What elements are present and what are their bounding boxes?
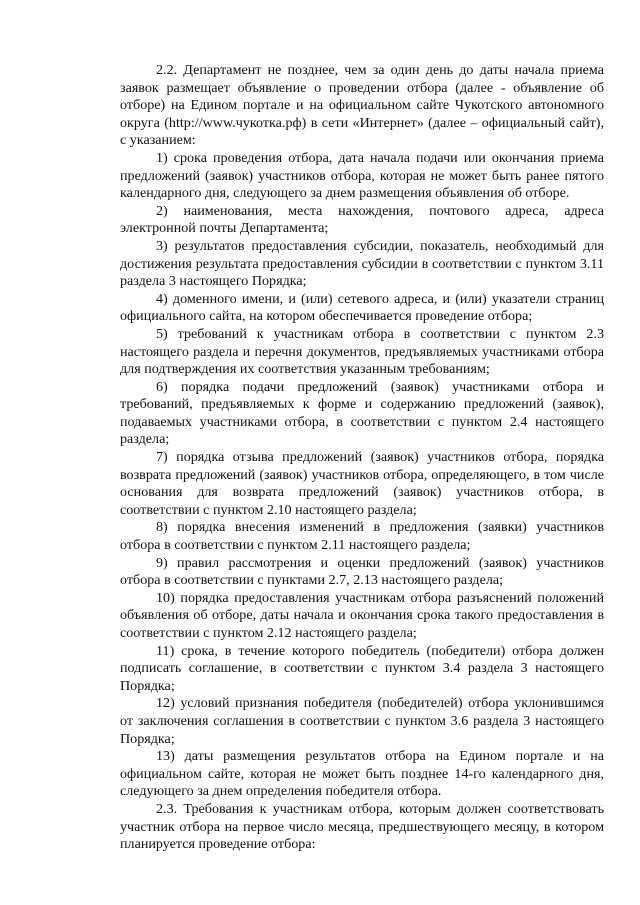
list-item-5: 5) требований к участникам отбора в соответствии с пунктом 2.3 настоящего раздела и перечня документов, предъявляемых участниками отбора для подтверждения их соответствия указанным требованиям; [120,325,604,378]
list-item-2: 2) наименования, места нахождения, почтового адреса, адреса электронной почты Департамента; [120,202,604,237]
list-item-12: 12) условий признания победителя (победителей) отбора уклонившимся от заключения соглашения в соответствии с пунктом 3.6 раздела 3 настоящего Порядка; [120,695,604,747]
list-item-1: 1) срока проведения отбора, дата начала подачи или окончания приема предложений (заявок) участников отбора, которая не может быть ранее пятого календарного дня, следующего за днем размещения объявления об отборе. [120,149,604,202]
paragraph-2-3: 2.3. Требования к участникам отбора, которым должен соответствовать участник отбора на первое число месяца, предшествующего месяцу, в котором планируется проведение отбора: [120,800,604,853]
list-item-4: 4) доменного имени, и (или) сетевого адреса, и (или) указатели страниц официального сайта, на котором обеспечивается проведение отбора; [120,290,604,325]
list-item-10: 10) порядка предоставления участникам отбора разъяснений положений объявления об отборе, даты начала и окончания срока такого предоставления в соответствии с пунктом 2.12 настоящего раздела; [120,589,604,641]
list-item-6: 6) порядка подачи предложений (заявок) участниками отбора и требований, предъявляемых к форме и содержанию предложений (заявок), подаваемых участниками отбора, в соответствии с пунктом 2.4 настоящего раздела; [120,378,604,448]
document-body [120,62,604,854]
list-item-11: 11) срока, в течение которого победитель (победители) отбора должен подписать соглашение, в соответствии с пунктом 3.4 раздела 3 настоящего Порядка; [120,642,604,694]
list-item-8: 8) порядка внесения изменений в предложения (заявки) участников отбора в соответствии с пунктом 2.11 настоящего раздела; [120,519,604,554]
paragraph-2-2: 2.2. Департамент не позднее, чем за один день до даты начала приема заявок размещает объявление о проведении отбора (далее - объявление об отборе) на Едином портале и на официальном сайте Чукотского автономного округа (http://www.чукотка.рф) в сети «Интернет» (далее – официальный сайт), с указанием: [120,62,604,149]
list-item-7: 7) порядка отзыва предложений (заявок) участников отбора, порядка возврата предложений (заявок) участников отбора, определяющего, в том числе основания для возврата предложений (заявок) участников отбора, в соответствии с пунктом 2.10 настоящего раздела; [120,449,604,518]
list-item-9: 9) правил рассмотрения и оценки предложений (заявок) участников отбора в соответствии с пунктами 2.7, 2.13 настоящего раздела; [120,554,604,589]
list-item-3: 3) результатов предоставления субсидии, показатель, необходимый для достижения результата предоставления субсидии в соответствии с пунктом 3.11 раздела 3 настоящего Порядка; [120,237,604,290]
list-item-13: 13) даты размещения результатов отбора на Едином портале и на официальном сайте, которая не может быть позднее 14-го календарного дня, следующего за днем определения победителя отбора. [120,748,604,800]
